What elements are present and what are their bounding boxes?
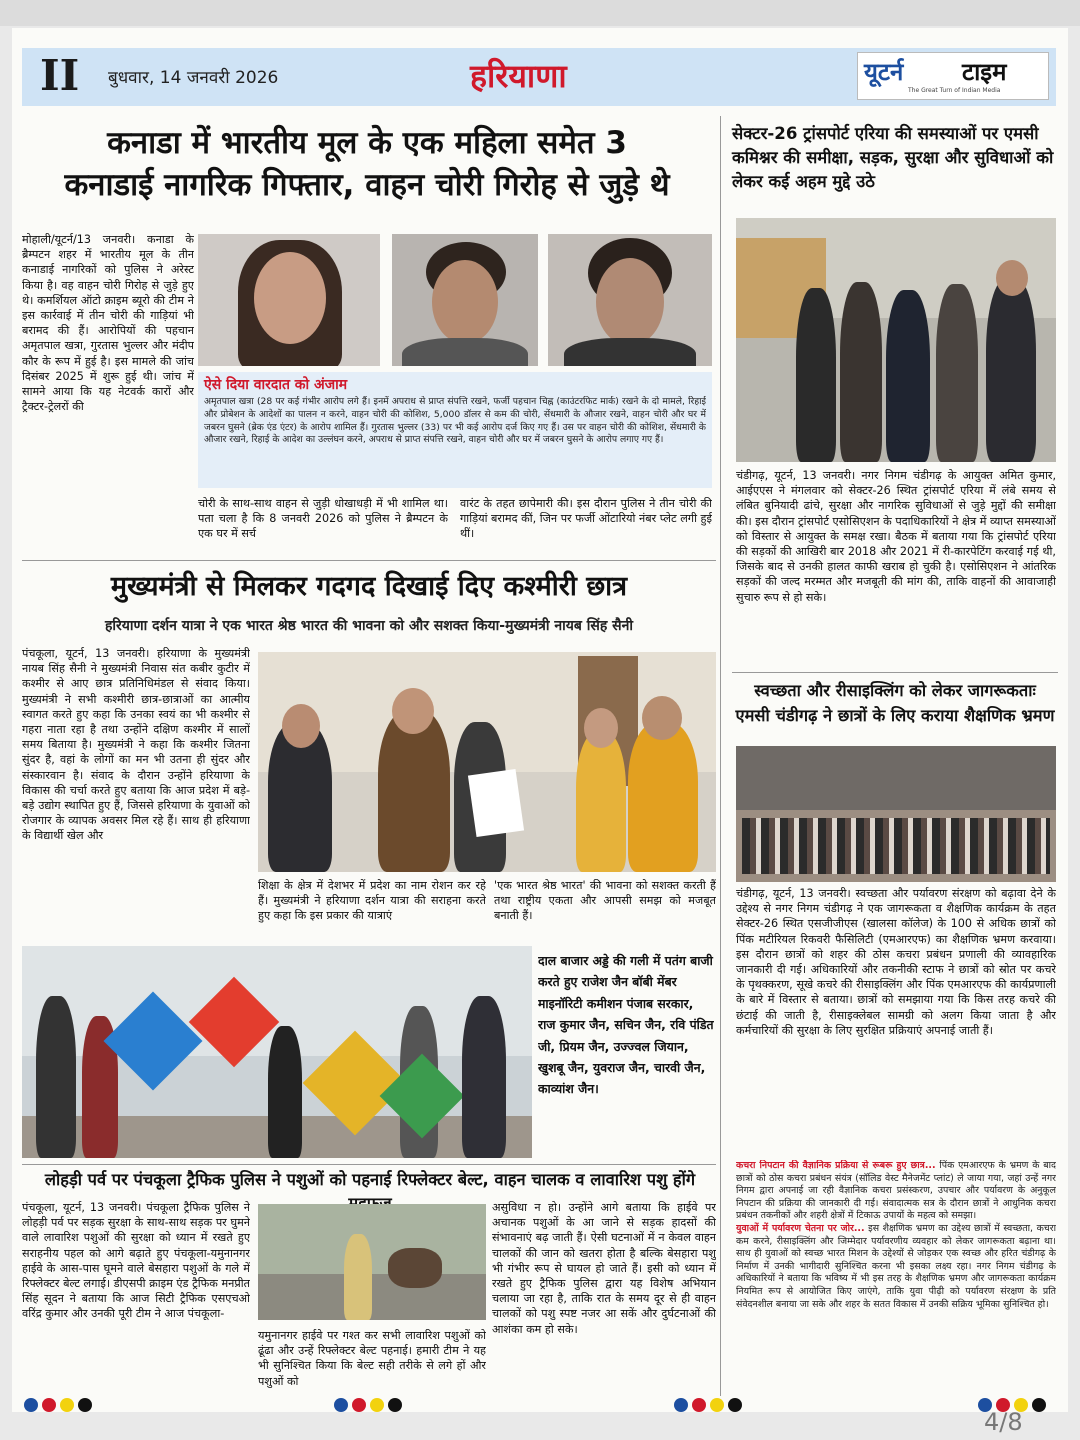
- story2-column1: पंचकूला, यूटर्न, 13 जनवरी। हरियाणा के मुख्यमंत्री नायब सिंह सैनी ने मुख्यमंत्री निवास संत कबीर कुटीर में कश्मीर से आए छात्र प्रतिनिधिमंडल से संवाद किया। मुख्यमंत्री ने सभी कश्मीरी छात्र-छात्राओं का आत्मीय स्वागत करते हुए कहा कि उनका स्वयं का भी कश्मीर से गहरा नाता रहा है तथा उन्होंने दक्षिण कश्मीर में सालों समय बिताया है। मुख्यमंत्री ने कहा कि कश्मीर जितना सुंदर है, वहां के लोगों का मन भी उतना ही सुंदर और संस्कारवान है। संवाद के दौरान उन्होंने हरियाणा के विकास की चर्चा करते हुए बताया कि आज प्रदेश में बड़े-बड़े उद्योग स्थापित हुए हैं, जिससे हरियाणा के युवाओं को रोजगार के व्यापक अवसर मिल रहे हैं। साथ ही हरियाणा के विद्यार्थी खेल और: [22, 647, 250, 843]
- section-divider: [22, 560, 716, 561]
- story4-headline: सेक्टर-26 ट्रांसपोर्ट एरिया की समस्याओं पर एमसी कमिश्नर की समीक्षा, सड़क, सुरक्षा और सुविधाओं को लेकर कई अहम मुद्दे उठे: [732, 124, 1054, 191]
- chief-minister: [378, 710, 450, 872]
- man2-face: [596, 258, 664, 346]
- plant-structure: [736, 746, 1056, 810]
- man1-face: [432, 260, 498, 344]
- reg-dot-red-3: [692, 1398, 706, 1412]
- story3-headline: लोहड़ी पर्व पर पंचकूला ट्रैफिक पुलिस ने पशुओं को पहनाई रिफ्लेक्टर बेल्ट, वाहन चालक व लावारिश पशु होंगे: [44, 1170, 696, 1189]
- story2-column3: 'एक भारत श्रेष्ठ भारत' की भावना को सशक्त करती हैं तथा राष्ट्रीय एकता और आपसी समझ को मजबूत बनाती हैं।: [494, 879, 716, 923]
- student-woman-head: [584, 708, 618, 748]
- kite-person-5: [462, 996, 506, 1158]
- walker-4: [936, 284, 978, 462]
- brand-logo: [857, 52, 1049, 100]
- sub2-text: इस शैक्षणिक भ्रमण का उद्देश्य छात्रों में स्वच्छता, कचरा कम करने, रीसाइक्लिंग और जिम्मेदार पर्यावरणीय व्यवहार को लेकर जागरूकता बढ़ाना था। साथ ही युवाओं को स्वच्छ भारत मिशन के उद्देश्यों से जोड़कर एक स्वच्छ और हरित चंडीगढ़ के निर्माण में उनकी भागीदारी सुनिश्चित करना भी इसका लक्ष्य रहा। नगर निगम चंडीगढ़ के अधिकारियों ने बताया कि भविष्य में भी इस तरह के शैक्षणिक भ्रमण और जागरूकता कार्यक्रम नियमित रूप से आयोजित किए जाएंगे, ताकि युवा पीढ़ी को पर्यावरण संरक्षण के प्रति संवेदनशील बनाया जा सके और शहर के सतत विकास में उनकी सक्रिय भूमिका सुनिश्चित हो।: [736, 1222, 1056, 1310]
- page-indicator[interactable]: 4/8: [984, 1408, 1023, 1436]
- story2-headline: मुख्यमंत्री से मिलकर गदगद दिखाई दिए कश्मीरी छात्र: [110, 571, 628, 602]
- masthead: [22, 48, 1056, 106]
- story1-column1: मोहाली/यूटर्न/13 जनवरी। कनाडा के ब्रैम्पटन शहर में भारतीय मूल के तीन कनाडाई नागरिकों को पुलिस ने अरेस्ट किया है। वह वाहन चोरी गिरोह से जुड़े हुए थे। कमर्शियल ऑटो क्राइम ब्यूरो की टीम ने इस कार्रवाई में तीन चोरी की गाड़ियां भी बरामद की हैं। आरोपियों की पहचान अमृतपाल खत्रा, गुरतास भुल्लर और मंदीप कौर के रूप में हुई है। इस मामले की जांच दिसंबर 2025 में शुरू हुई थी। जांच में सामने आया कि यह नेटवर्क कारों और ट्रैक्टर-ट्रेलरों की: [22, 233, 194, 414]
- story1-headline-line2: कनाडाई नागरिक गिफ्तार, वाहन चोरी गिरोह से जुड़े थे: [64, 167, 670, 203]
- story5-body: चंडीगढ़, यूटर्न, 13 जनवरी। स्वच्छता और पर्यावरण संरक्षण को बढ़ावा देने के उद्देश्य से नगर निगम चंडीगढ़ ने एक जागरूकता व शैक्षणिक कार्यक्रम के तहत सेक्टर-26 स्थित एसजीजीएस (खालसा कॉलेज) के 100 से अधिक छात्रों को पिंक मटीरियल रिकवरी फैसिलिटी (एमआरएफ) का शैक्षणिक भ्रमण करवाया। इस दौरान छात्रों को शहर की ठोस कचरा प्रबंधन प्रणाली की व्यावहारिक जानकारी दी गई। अधिकारियों और तकनीकी स्टाफ ने छात्रों को स्रोत पर कचरे के पृथक्करण, सूखे कचरे की रीसाइक्लिंग और पिंक एमआरएफ की कार्यप्रणाली के बारे में विस्तार से बताया। छात्रों को समझाया गया कि किस तरह कचरे की छंटाई की जाती है, रीसाइक्लेबल सामग्री को अलग किया जाता है और कर्मचारियों की सुरक्षा के लिए सुरक्षित प्रक्रियाएं अपनाई जाती हैं।: [736, 887, 1056, 1037]
- section-divider-2: [22, 1164, 716, 1165]
- story5-headline-line1: स्वच्छता और रीसाइक्लिंग को लेकर जागरूकताः: [754, 681, 1036, 700]
- story1-headline-line1: कनाडा में भारतीय मूल के एक महिला समेत 3: [107, 125, 627, 161]
- page-number: II: [40, 51, 80, 100]
- story2-subhead: हरियाणा दर्शन यात्रा ने एक भारत श्रेष्ठ भारत की भावना को और सशक्त किया-मुख्यमंत्री नायब सिंह सैनी: [104, 618, 633, 634]
- reg-dot-black-1: [78, 1398, 92, 1412]
- walker-5-head: [996, 260, 1028, 296]
- kite-person-1: [36, 996, 76, 1158]
- walker-1: [796, 288, 836, 462]
- accused-photo-woman: [198, 234, 380, 366]
- story1-column2: चोरी के साथ-साथ वाहन से जुड़ी धोखाधड़ी में भी शामिल था। पता चला है कि 8 जनवरी 2026 को पुलिस ने ब्रैम्पटन के एक घर में सर्च: [198, 497, 448, 541]
- logo-second: टाइम: [962, 58, 1007, 86]
- info-box-text: अमृतपाल खत्रा (28 पर कई गंभीर आरोप लगे हैं। इनमें अपराध से प्राप्त संपत्ति रखने, फर्जी पहचान चिह्न (काउंटरफिट मार्क) रखने के दो मामले, रिहाई और प्रोबेशन के आदेशों का पालन न करने, वाहन चोरी की कोशिश, 5,000 डॉलर से कम की चोरी, सेंधमारी के औजार रखने, वाहन चोरी और घर में जबरन घुसने (ब्रेक एंड एंटर) के आरोप शामिल हैं। गुरतास भुल्लर (33) पर भी कई आरोप दर्ज किए गए हैं। उस पर वाहन चोरी की कोशिश, सेंधमारी के औजार रखने, रिहाई के आदेश का उल्लंघन करने, अपराध से प्राप्त संपत्ति रखने, वाहन चोरी और घर में जबरन घुसने के आरोप लगाए गए हैं।: [204, 396, 706, 446]
- story1-headline: [22, 122, 712, 206]
- section-divider-3: [732, 672, 1058, 673]
- reg-dot-blue-2: [334, 1398, 348, 1412]
- reg-dot-yellow-1: [60, 1398, 74, 1412]
- logo-tagline: The Great Turn of Indian Media: [908, 87, 1001, 94]
- story5-headline: [732, 678, 1058, 728]
- story3-column1: पंचकूला, यूटर्न, 13 जनवरी। पंचकूला ट्रैफिक पुलिस ने लोहड़ी पर्व पर सड़क सुरक्षा के साथ-साथ सड़क पर घुमने वाले लावारिश पशुओं की सुरक्षा को ध्यान में रखते हुए सराहनीय पहल को आगे बढ़ाते हुए पंचकूला-यमुनानगर हाईवे के आस-पास घूमने वाले बेसहारा पशुओं के गले में रिफ्लेक्टर बेल्ट लगाई। डीएसपी क्राइम एंड ट्रैफिक मनप्रीत सिंह सूदन ने बताया कि आज सिटी ट्रैफिक एसएचओ वरिंद्र कुमार और उनकी पूरी टीम ने आज पंचकूला-: [22, 1201, 250, 1321]
- chief-minister-head: [392, 688, 434, 734]
- reg-dot-red-1: [42, 1398, 56, 1412]
- info-box-title: ऐसे दिया वारदात को अंजाम: [204, 377, 348, 393]
- man2-shirt: [564, 338, 696, 366]
- masthead-date: बुधवार, 14 जनवरी 2026: [108, 68, 279, 88]
- reg-dot-yellow-3: [710, 1398, 724, 1412]
- reg-dot-black-4: [1032, 1398, 1046, 1412]
- story5-subsection: [736, 1160, 1056, 1390]
- reg-dot-black-3: [728, 1398, 742, 1412]
- student-man: [628, 722, 698, 872]
- newspaper-page: [12, 28, 1068, 1412]
- accused-photo-man2: [548, 234, 712, 366]
- viewer-top-bar: [0, 0, 1080, 26]
- story1-column3: वारंट के तहत छापेमारी की। इस दौरान पुलिस ने तीन चोरी की गाड़ियां बरामद कीं, जिन पर फर्जी ओंटारियो नंबर प्लेट लगी हुई थीं।: [460, 497, 712, 541]
- reg-dot-black-2: [388, 1398, 402, 1412]
- story5-headline-line2: एमसी चंडीगढ़ ने छात्रों के लिए कराया शैक्षणिक भ्रमण: [735, 706, 1055, 725]
- sub1-title: कचरा निपटान की वैज्ञानिक प्रक्रिया से रूबरू हुए छात्र...: [736, 1160, 936, 1171]
- officer: [344, 1234, 372, 1320]
- student-man-head: [642, 696, 682, 740]
- walker-3: [886, 290, 930, 462]
- column-divider: [720, 116, 721, 1396]
- section-title: हरियाणा: [470, 57, 567, 95]
- reg-dot-blue-1: [24, 1398, 38, 1412]
- logo-main: यूटर्न: [864, 58, 904, 86]
- person-left-head: [282, 704, 320, 748]
- walker-2: [840, 282, 882, 462]
- animal: [388, 1248, 442, 1288]
- sub1-text: पिंक एमआरएफ के भ्रमण के बाद छात्रों को ठोस कचरा प्रबंधन संयंत्र (सॉलिड वेस्ट मैनेजमेंट प्लांट) ले जाया गया, जहां उन्हें नगर निगम द्वारा अपनाई जा रही वैज्ञानिक कचरा प्रसंस्करण, उपचार और पर्यावरण के अनुकूल निपटान की प्रक्रिया की जानकारी दी गई। संवादात्मक सत्र के दौरान छात्रों ने आधुनिक कचरा प्रबंधन तकनीकों और शहरी क्षेत्रों में टिकाऊ उपायों के महत्व को समझा।: [736, 1160, 1056, 1222]
- kite-festival-photo: [22, 946, 532, 1158]
- accused-photo-man1: [392, 234, 538, 366]
- man1-shirt: [402, 338, 528, 366]
- document: [468, 769, 524, 837]
- sub2-title: युवाओं में पर्यावरण चेतना पर जोर...: [736, 1222, 865, 1234]
- student-woman: [576, 732, 626, 872]
- story4-body: चंडीगढ़, यूटर्न, 13 जनवरी। नगर निगम चंडीगढ़ के आयुक्त अमित कुमार, आईएएस ने मंगलवार को सेक्टर-26 स्थित ट्रांसपोर्ट एरिया में लंबे समय से लंबित बुनियादी ढांचे, सुरक्षा और नागरिक सुविधाओं से जुड़े मुद्दों की समीक्षा की। इस दौरान ट्रांसपोर्ट एसोसिएशन के पदाधिकारियों ने क्षेत्र में व्याप्त समस्याओं को विस्तार से आयुक्त के समक्ष रखा। बैठक में बताया गया कि ट्रांसपोर्ट एरिया की सड़कों की आखिरी बार 2018 और 2021 में री-कारपेटिंग करवाई गई थी, जिसके बाद से उनकी हालत काफी खराब हो चुकी है। एसोसिएशन ने आंतरिक सड़कों की जल्द मरम्मत और मजबूती की मांग की, ताकि वाहनों की आवाजाही सुचारु रूप से हो सके।: [736, 469, 1056, 604]
- road: [258, 1274, 486, 1320]
- traffic-police-photo: [258, 1204, 486, 1320]
- transport-area-photo: [736, 218, 1056, 462]
- story3-column2: यमुनानगर हाईवे पर गश्त कर सभी लावारिश पशुओं को ढूंढा और उन्हें रिफ्लेक्टर बेल्ट पहनाई। हमारी टीम ने यह भी सुनिश्चित किया कि बेल्ट सही तरीके से लगे हों और पशुओं को: [258, 1329, 486, 1388]
- reg-dot-red-2: [352, 1398, 366, 1412]
- kite-caption: दाल बाजार अड्डे की गली में पतंग बाजी करते हुए राजेश जैन बॉबी मेंबर माइनॉरिटी कमीशन पंजाब सरकार, राज कुमार जैन, सचिन जैन, रवि पंडित जी, प्रियम जैन, उज्ज्वल जियान, खुशबू जैन, युवराज जैन, चारवी जैन, काव्यांश जैन।: [538, 953, 714, 1097]
- cm-meeting-photo: [258, 652, 716, 872]
- kite-person-3: [268, 1026, 302, 1158]
- students-visit-photo: [736, 746, 1056, 882]
- reg-dot-yellow-2: [370, 1398, 384, 1412]
- students-group: [742, 818, 1050, 874]
- story1-info-box: [198, 372, 712, 488]
- story3-column3: असुविधा न हो। उन्होंने आगे बताया कि हाईवे पर अचानक पशुओं के आ जाने से सड़क हादसों की संभावनाएं बढ़ जाती हैं। ऐसी घटनाओं में न केवल वाहन चालकों की जान को खतरा होता है बल्कि बेसहारा पशु भी गंभीर रूप से घायल हो जाते हैं। इसी को ध्यान में रखते हुए ट्रैफिक पुलिस द्वारा यह विशेष अभियान चलाया जा रहा है, ताकि रात के समय दूर से ही वाहन चालकों को पशु स्पष्ट नजर आ सकें और दुर्घटनाओं की आशंका कम हो सके।: [492, 1201, 716, 1336]
- walker-5: [986, 278, 1036, 462]
- story2-column2: शिक्षा के क्षेत्र में देशभर में प्रदेश का नाम रोशन कर रहे हैं। मुख्यमंत्री ने हरियाणा दर्शन यात्रा की सराहना करते हुए कहा कि इस प्रकार की यात्राएं: [258, 879, 486, 923]
- woman-face: [254, 252, 326, 344]
- reg-dot-blue-3: [674, 1398, 688, 1412]
